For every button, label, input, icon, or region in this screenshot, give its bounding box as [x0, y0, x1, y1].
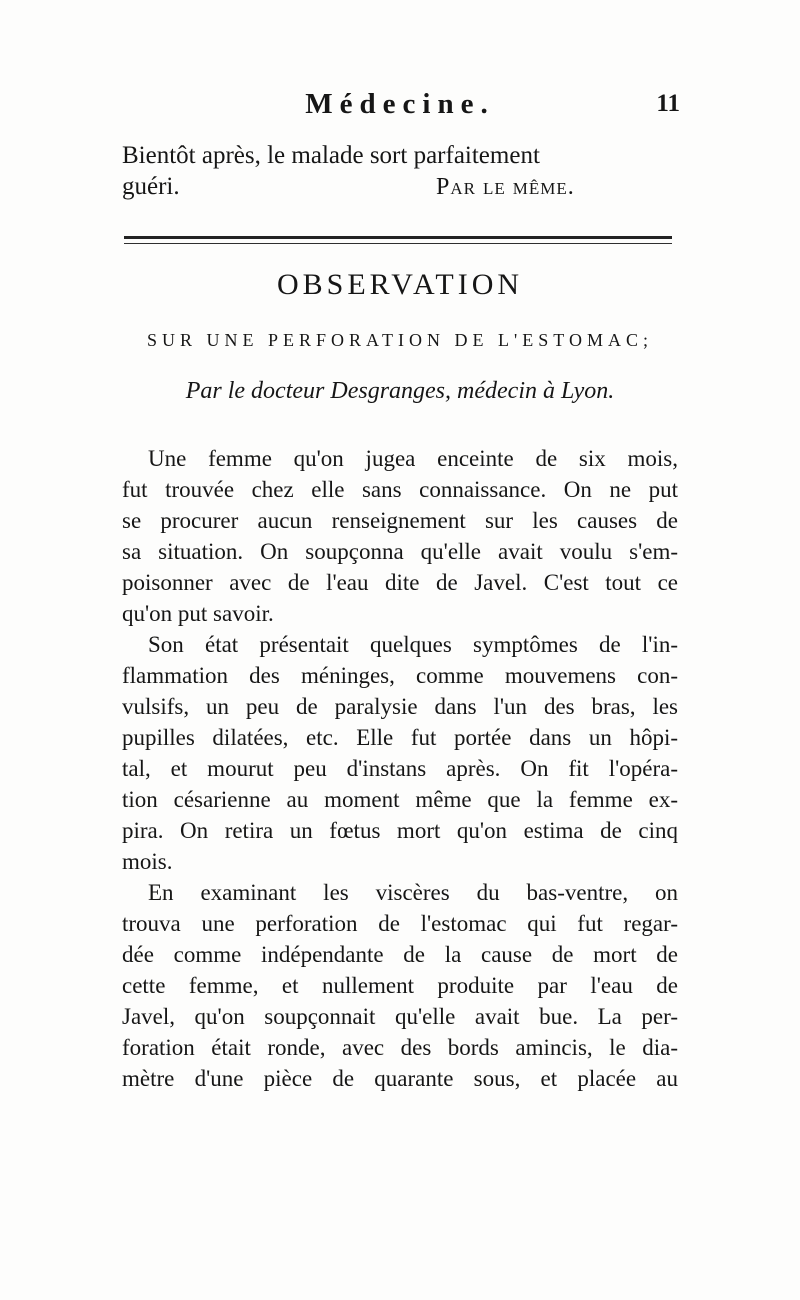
paragraph-1-line-6: qu'on put savoir. [122, 601, 274, 626]
article-subtitle: SUR UNE PERFORATION DE L'ESTOMAC; [147, 330, 653, 350]
paragraph-1-line-3: se procurer aucun renseignement sur les causes de [122, 508, 678, 533]
paragraph-3-line-5: Javel, qu'on soupçonnait qu'elle avait bue. La per- [122, 1004, 678, 1029]
previous-text-line-2: guéri. [122, 173, 180, 200]
paragraph-3-line-1: En examinant les viscères du bas-ventre, on [148, 880, 678, 905]
previous-signature: Par le même. [436, 174, 575, 200]
paragraph-1-line-2: fut trouvée chez elle sans connaissance. On ne put [122, 477, 678, 502]
paragraph-2-line-2: flammation des méninges, comme mouvemens con- [122, 663, 678, 688]
page-number: 11 [656, 90, 680, 117]
paragraph-2-line-4: pupilles dilatées, etc. Elle fut portée dans un hôpi- [122, 725, 678, 750]
section-rule-thin [124, 243, 672, 244]
article-byline [122, 378, 678, 405]
paragraph-2-line-8: mois. [122, 849, 173, 874]
section-rule-thick [124, 236, 672, 239]
paragraph-3-line-7: mètre d'une pièce de quarante sous, et placée au [122, 1066, 678, 1091]
paragraph-3-line-4: cette femme, et nullement produite par l'eau de [122, 973, 678, 998]
article-title: OBSERVATION [276, 268, 524, 301]
paragraph-2-line-1: Son état présentait quelques symptômes de l'in- [148, 632, 678, 657]
paragraph-2-line-3: vulsifs, un peu de paralysie dans l'un des bras, les [122, 694, 678, 719]
paragraph-2-line-7: pira. On retira un fœtus mort qu'on estima de cinq [122, 818, 678, 843]
page-header [120, 88, 680, 128]
paragraph-2-line-6: tion césarienne au moment même que la femme ex- [122, 787, 678, 812]
paragraph-1-line-1: Une femme qu'on jugea enceinte de six mois, [148, 446, 678, 471]
paragraph-1-line-4: sa situation. On soupçonna qu'elle avait voulu s'em- [122, 539, 678, 564]
paragraph-1-line-5: poisonner avec de l'eau dite de Javel. C'est tout ce [122, 570, 678, 595]
paragraph-2-line-5: tal, et mourut peu d'instans après. On fit l'opéra- [122, 756, 678, 781]
running-head: Médecine. [305, 88, 495, 120]
paragraph-3-line-6: foration était ronde, avec des bords amincis, le dia- [122, 1035, 678, 1060]
byline-text: Par le docteur Desgranges, médecin à Lyon. [185, 378, 615, 404]
paragraph-3-line-2: trouva une perforation de l'estomac qui fut regar- [122, 911, 678, 936]
paragraph-3-line-3: dée comme indépendante de la cause de mort de [122, 942, 678, 967]
previous-text-line-1: Bientôt après, le malade sort parfaitement [122, 142, 540, 169]
